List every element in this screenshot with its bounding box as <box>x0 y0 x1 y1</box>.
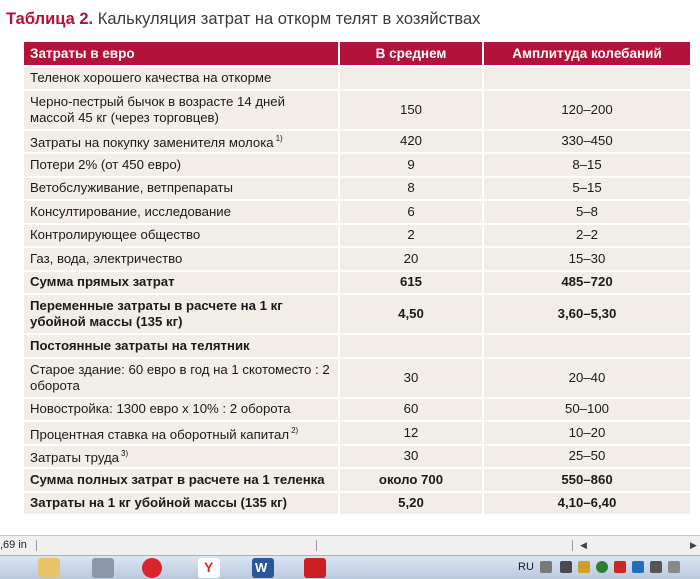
language-indicator[interactable]: RU <box>518 561 534 573</box>
table-row <box>24 359 690 397</box>
row-average: 60 <box>340 399 482 421</box>
table-row <box>24 201 690 223</box>
table-row <box>24 399 690 421</box>
row-label: Новостройка: 1300 евро х 10% : 2 оборота <box>24 399 338 421</box>
row-range: 120–200 <box>484 91 690 129</box>
row-average: 9 <box>340 154 482 176</box>
tray-icon[interactable] <box>540 561 552 573</box>
row-average <box>340 335 482 357</box>
row-range: 10–20 <box>484 422 690 444</box>
table-row <box>24 67 690 89</box>
table-number: Таблица 2. <box>6 10 94 28</box>
row-average: 4,50 <box>340 295 482 333</box>
row-range: 2–2 <box>484 225 690 247</box>
row-range: 8–15 <box>484 154 690 176</box>
table-row <box>24 422 690 444</box>
header-costs: Затраты в евро <box>24 42 338 65</box>
row-label: Затраты труда $^{3)}$ <box>24 446 338 468</box>
taskbar <box>0 555 700 579</box>
table-row <box>24 446 690 468</box>
cost-table <box>22 40 692 516</box>
row-range: 5–8 <box>484 201 690 223</box>
row-average: 150 <box>340 91 482 129</box>
row-average: 30 <box>340 359 482 397</box>
row-label: Газ, вода, электричество <box>24 248 338 270</box>
row-average: 30 <box>340 446 482 468</box>
row-label: Потери 2% (от 450 евро) <box>24 154 338 176</box>
tray-icon[interactable] <box>578 561 590 573</box>
row-range: 485–720 <box>484 272 690 294</box>
table-header-row <box>24 42 690 65</box>
opera-icon[interactable] <box>142 558 162 578</box>
status-bar <box>0 535 700 555</box>
row-average: 5,20 <box>340 493 482 515</box>
footnote-mark: 1) <box>275 134 283 144</box>
zoom-readout: ,69 in <box>0 539 27 551</box>
table-row <box>24 335 690 357</box>
tray-icon[interactable] <box>650 561 662 573</box>
row-range: 25–50 <box>484 446 690 468</box>
row-average: 8 <box>340 178 482 200</box>
row-label: Консултирование, исследование <box>24 201 338 223</box>
row-range: 15–30 <box>484 248 690 270</box>
row-label: Процентная ставка на оборотный капитал $^{2)}$ <box>24 422 338 444</box>
row-label: Ветобслуживание, ветпрепараты <box>24 178 338 200</box>
table-row <box>24 91 690 129</box>
row-average: 6 <box>340 201 482 223</box>
tray-icon[interactable] <box>668 561 680 573</box>
table-row <box>24 493 690 515</box>
tray-icon[interactable] <box>560 561 572 573</box>
row-average: 12 <box>340 422 482 444</box>
row-label: Затраты на 1 кг убойной массы (135 кг) <box>24 493 338 515</box>
row-label: Контролирующее общество <box>24 225 338 247</box>
footnote-mark: 2) <box>291 425 299 435</box>
tray-icon[interactable] <box>632 561 644 573</box>
header-range: Амплитуда колебаний <box>484 42 690 65</box>
table-row <box>24 248 690 270</box>
page-title <box>6 10 480 34</box>
row-range: 50–100 <box>484 399 690 421</box>
row-label: Затраты на покупку заменителя молока $^{1)}$ <box>24 131 338 153</box>
table-row <box>24 154 690 176</box>
scroll-left-icon[interactable]: ◀ <box>580 540 587 550</box>
ruler-tick <box>36 540 37 551</box>
row-range: 3,60–5,30 <box>484 295 690 333</box>
row-average: 615 <box>340 272 482 294</box>
yandex-browser-icon[interactable]: Y <box>198 558 220 578</box>
tray-icon[interactable] <box>596 561 608 573</box>
ruler-tick <box>316 540 317 551</box>
table-row <box>24 178 690 200</box>
usb-drive-icon[interactable] <box>92 558 114 578</box>
row-average: 420 <box>340 131 482 153</box>
table-row <box>24 469 690 491</box>
row-label: Переменные затраты в расчете на 1 кг убойной массы (135 кг) <box>24 295 338 333</box>
file-explorer-icon[interactable] <box>38 558 60 578</box>
row-label: Старое здание: 60 евро в год на 1 скотоместо : 2 оборота <box>24 359 338 397</box>
table-row <box>24 295 690 333</box>
row-label: Сумма прямых затрат <box>24 272 338 294</box>
tray-icon[interactable] <box>614 561 626 573</box>
footnote-mark: 3) <box>121 449 129 459</box>
acrobat-icon[interactable] <box>304 558 326 578</box>
table-caption: Калькуляция затрат на откорм телят в хозяйствах <box>93 10 481 28</box>
row-range: 330–450 <box>484 131 690 153</box>
row-label: Черно-пестрый бычок в возрасте 14 дней массой 45 кг (через торговцев) <box>24 91 338 129</box>
scroll-right-icon[interactable]: ▶ <box>690 540 697 550</box>
row-range: 4,10–6,40 <box>484 493 690 515</box>
row-range: 20–40 <box>484 359 690 397</box>
word-icon[interactable]: W <box>252 558 274 578</box>
row-average: 20 <box>340 248 482 270</box>
row-range <box>484 335 690 357</box>
row-label: Теленок хорошего качества на откорме <box>24 67 338 89</box>
row-average: около 700 <box>340 469 482 491</box>
row-label: Постоянные затраты на телятник <box>24 335 338 357</box>
row-range: 550–860 <box>484 469 690 491</box>
row-range: 5–15 <box>484 178 690 200</box>
row-range <box>484 67 690 89</box>
row-average: 2 <box>340 225 482 247</box>
ruler-tick <box>572 540 573 551</box>
table-row <box>24 272 690 294</box>
row-average <box>340 67 482 89</box>
row-label: Сумма полных затрат в расчете на 1 теленка <box>24 469 338 491</box>
table-row <box>24 131 690 153</box>
table-row <box>24 225 690 247</box>
header-average: В среднем <box>340 42 482 65</box>
